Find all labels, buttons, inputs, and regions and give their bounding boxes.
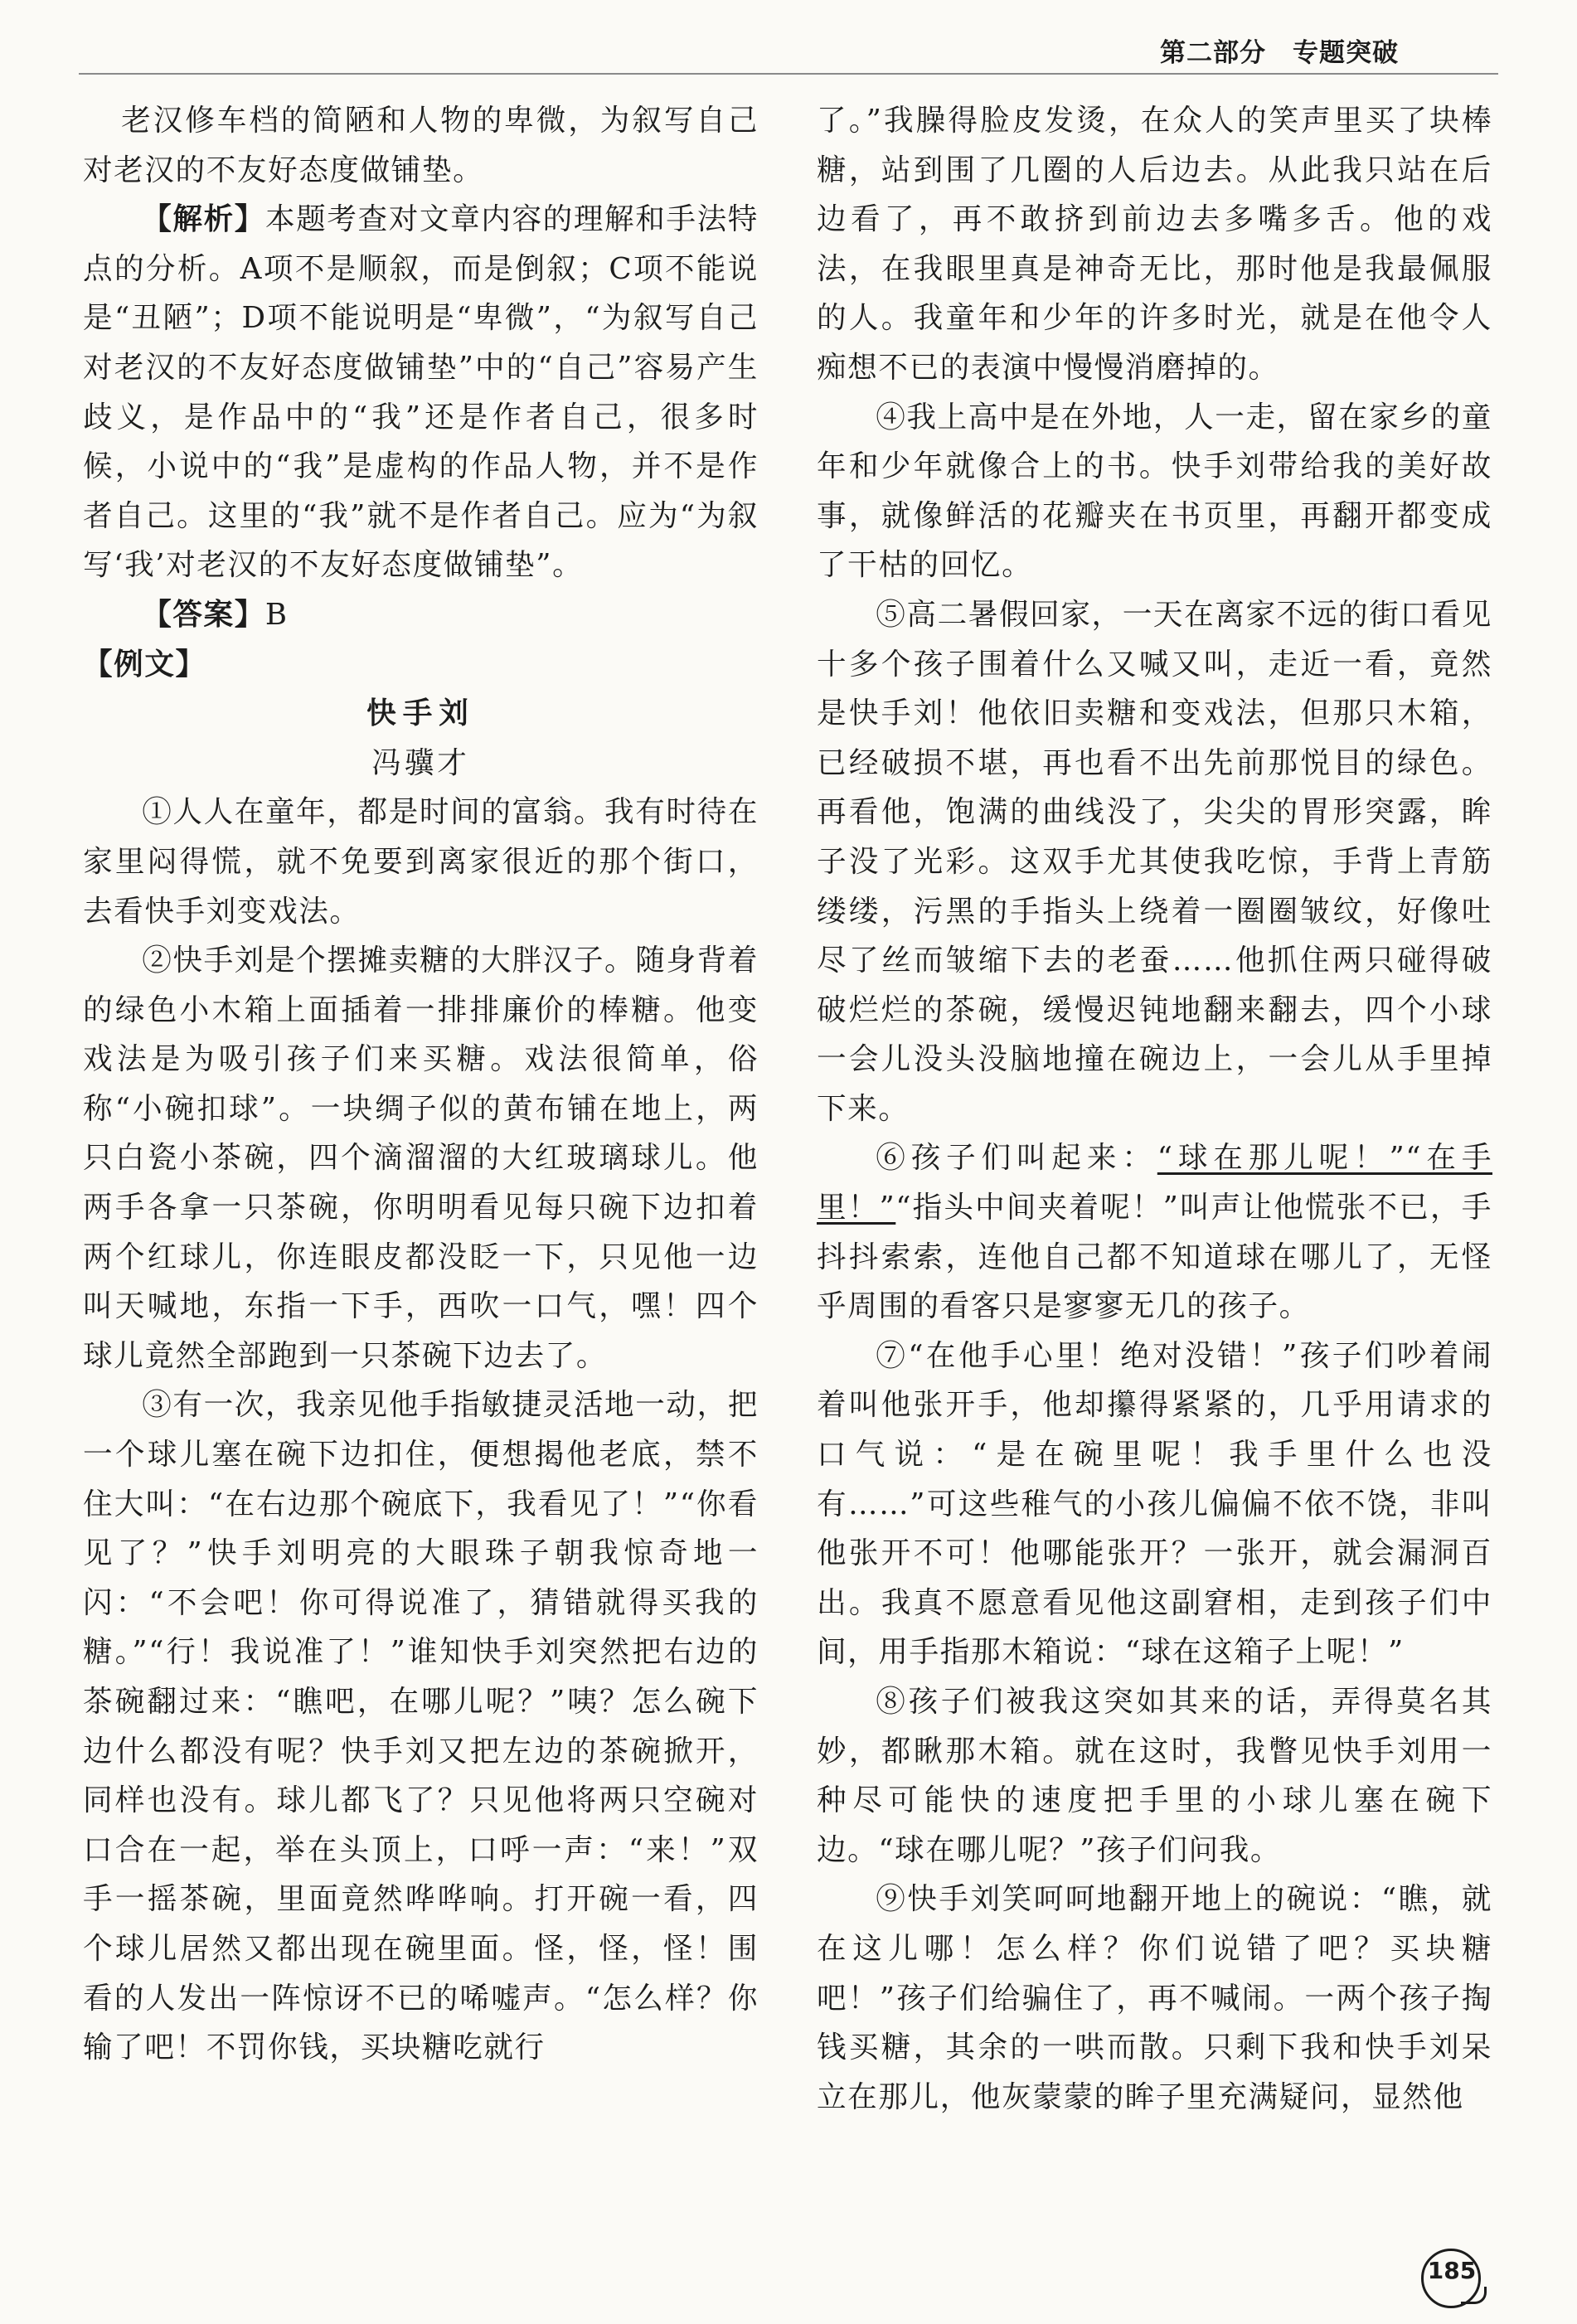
answer-paragraph xyxy=(83,590,759,640)
analysis-paragraph xyxy=(83,195,759,590)
paragraph-6-underlined: “球在那儿呢！”“在手里！” xyxy=(817,1141,1492,1225)
section-title: 第二部分 专题突破 xyxy=(1160,38,1399,68)
paragraph-8: ⑧孩子们被我这突如其来的话，弄得莫名其妙，都瞅那木箱。就在这时，我瞥见快手刘用一种尽可能快的速度把手里的小球儿塞在碗下边。“球在哪儿呢？”孩子们问我。 xyxy=(817,1685,1492,1867)
paragraph-7: ⑦“在他手心里！绝对没错！”孩子们吵着闹着叫他张开手，他却攥得紧紧的，几乎用请求的口气说：“是在碗里呢！我手里什么也没有……”可这些稚气的小孩儿偏偏不依不饶，非叫他张开不可！他哪能张开？一张开，就会漏洞百出。我真不愿意看见他这副窘相，走到孩子们中间，用手指那木箱说：“球在这箱子上呢！” xyxy=(817,1338,1492,1670)
paragraph-6-lead: ⑥孩子们叫起来： xyxy=(876,1141,1157,1176)
paragraph-3: ③有一次，我亲见他手指敏捷灵活地一动，把一个球儿塞在碗下边扣住，便想揭他老底，禁不住大叫：“在右边那个碗底下，我看见了！”“你看见了？”快手刘明亮的大眼珠子朝我惊奇地一闪：“不会吧！你可得说准了，猜错就得买我的糖。”“行！我说准了！”谁知快手刘突然把右边的茶碗翻过来：“瞧吧，在哪儿呢？”咦？怎么碗下边什么都没有呢？快手刘又把左边的茶碗掀开，同样也没有。球儿都飞了？只见他将两只空碗对口合在一起，举在头顶上，口呼一声：“来！”双手一摇茶碗，里面竟然哗哗响。打开碗一看，四个球儿居然又都出现在碗里面。怪，怪，怪！围看的人发出一阵惊讶不已的唏嘘声。“怎么样？你输了吧！不罚你钱，买块糖吃就行 xyxy=(83,1388,759,2065)
page-number: 185 xyxy=(1427,2257,1477,2284)
paragraph-6 xyxy=(817,1133,1492,1331)
paragraph-continued: 老汉修车档的简陋和人物的卑微，为叙写自己对老汉的不友好态度做铺垫。 xyxy=(83,104,759,187)
right-column xyxy=(817,96,1492,2122)
paragraph-4: ④我上高中是在外地，人一走，留在家乡的童年和少年就像合上的书。快手刘带给我的美好故事，就像鲜活的花瓣夹在书页里，再翻开都变成了干枯的回忆。 xyxy=(817,400,1492,583)
paragraph-1: ①人人在童年，都是时间的富翁。我有时待在家里闷得慌，就不免要到离家很近的那个街口，去看快手刘变戏法。 xyxy=(83,795,759,929)
left-column xyxy=(83,96,759,2073)
page-header xyxy=(79,23,1498,75)
article-author: 冯骥才 xyxy=(371,745,470,780)
paragraph-6-rest: “指头中间夹着呢！”叫声让他慌张不已，手抖抖索索，连他自己都不知道球在哪儿了，无怪乎周围的看客只是寥寥无几的孩子。 xyxy=(817,1191,1492,1324)
example-tag: 【例文】 xyxy=(83,647,206,682)
paragraph-2: ②快手刘是个摆摊卖糖的大胖汉子。随身背着的绿色小木箱上面插着一排排廉价的棒糖。他变戏法是为吸引孩子们来买糖。戏法很简单，俗称“小碗扣球”。一块绸子似的黄布铺在地上，两只白瓷小茶碗，四个滴溜溜的大红玻璃球儿。他两手各拿一只茶碗，你明明看见每只碗下边扣着两个红球儿，你连眼皮都没眨一下，只见他一边叫天喊地，东指一下手，西吹一口气，嘿！四个球儿竟然全部跑到一只茶碗下边去了。 xyxy=(83,944,759,1373)
article-title: 快手刘 xyxy=(366,696,475,731)
answer-text: B xyxy=(264,597,289,632)
example-heading xyxy=(83,640,759,690)
paragraph-9: ⑨快手刘笑呵呵地翻开地上的碗说：“瞧，就在这儿哪！怎么样？你们说错了吧？买块糖吧！”孩子们给骗住了，再不喊闹。一两个孩子掏钱买糖，其余的一哄而散。只剩下我和快手刘呆立在那儿，他灰蒙蒙的眸子里充满疑问，显然他 xyxy=(817,1882,1492,2114)
page-number-badge xyxy=(1418,2245,1486,2305)
answer-tag: 【答案】 xyxy=(142,597,265,632)
paragraph-3-continued: 了。”我臊得脸皮发烫，在众人的笑声里买了块棒糖，站到围了几圈的人后边去。从此我只站在后边看了，再不敢挤到前边去多嘴多舌。他的戏法，在我眼里真是神奇无比，那时他是我最佩服的人。我童年和少年的许多时光，就是在他令人痴想不已的表演中慢慢消磨掉的。 xyxy=(817,104,1492,385)
analysis-tag: 【解析】 xyxy=(142,202,265,237)
analysis-text: 本题考查对文章内容的理解和手法特点的分析。A项不是顺叙，而是倒叙；C项不能说是“丑陋”；D项不能说明是“卑微”，“为叙写自己对老汉的不友好态度做铺垫”中的“自己”容易产生歧义，是作品中的“我”还是作者自己，很多时候，小说中的“我”是虚构的作品人物，并不是作者自己。这里的“我”就不是作者自己。应为“为叙写‘我’对老汉的不友好态度做铺垫”。 xyxy=(83,202,759,583)
paragraph-5: ⑤高二暑假回家，一天在离家不远的街口看见十多个孩子围着什么又喊又叫，走近一看，竟然是快手刘！他依旧卖糖和变戏法，但那只木箱，已经破损不堪，再也看不出先前那悦目的绿色。再看他，饱满的曲线没了，尖尖的胃形突露，眸子没了光彩。这双手尤其使我吃惊，手背上青筋缕缕，污黑的手指头上绕着一圈圈皱纹，好像吐尽了丝而皱缩下去的老蚕……他抓住两只碰得破破烂烂的茶碗，缓慢迟钝地翻来翻去，四个小球一会儿没头没脑地撞在碗边上，一会儿从手里掉下来。 xyxy=(817,597,1492,1126)
swoosh-icon xyxy=(1461,2287,1487,2304)
